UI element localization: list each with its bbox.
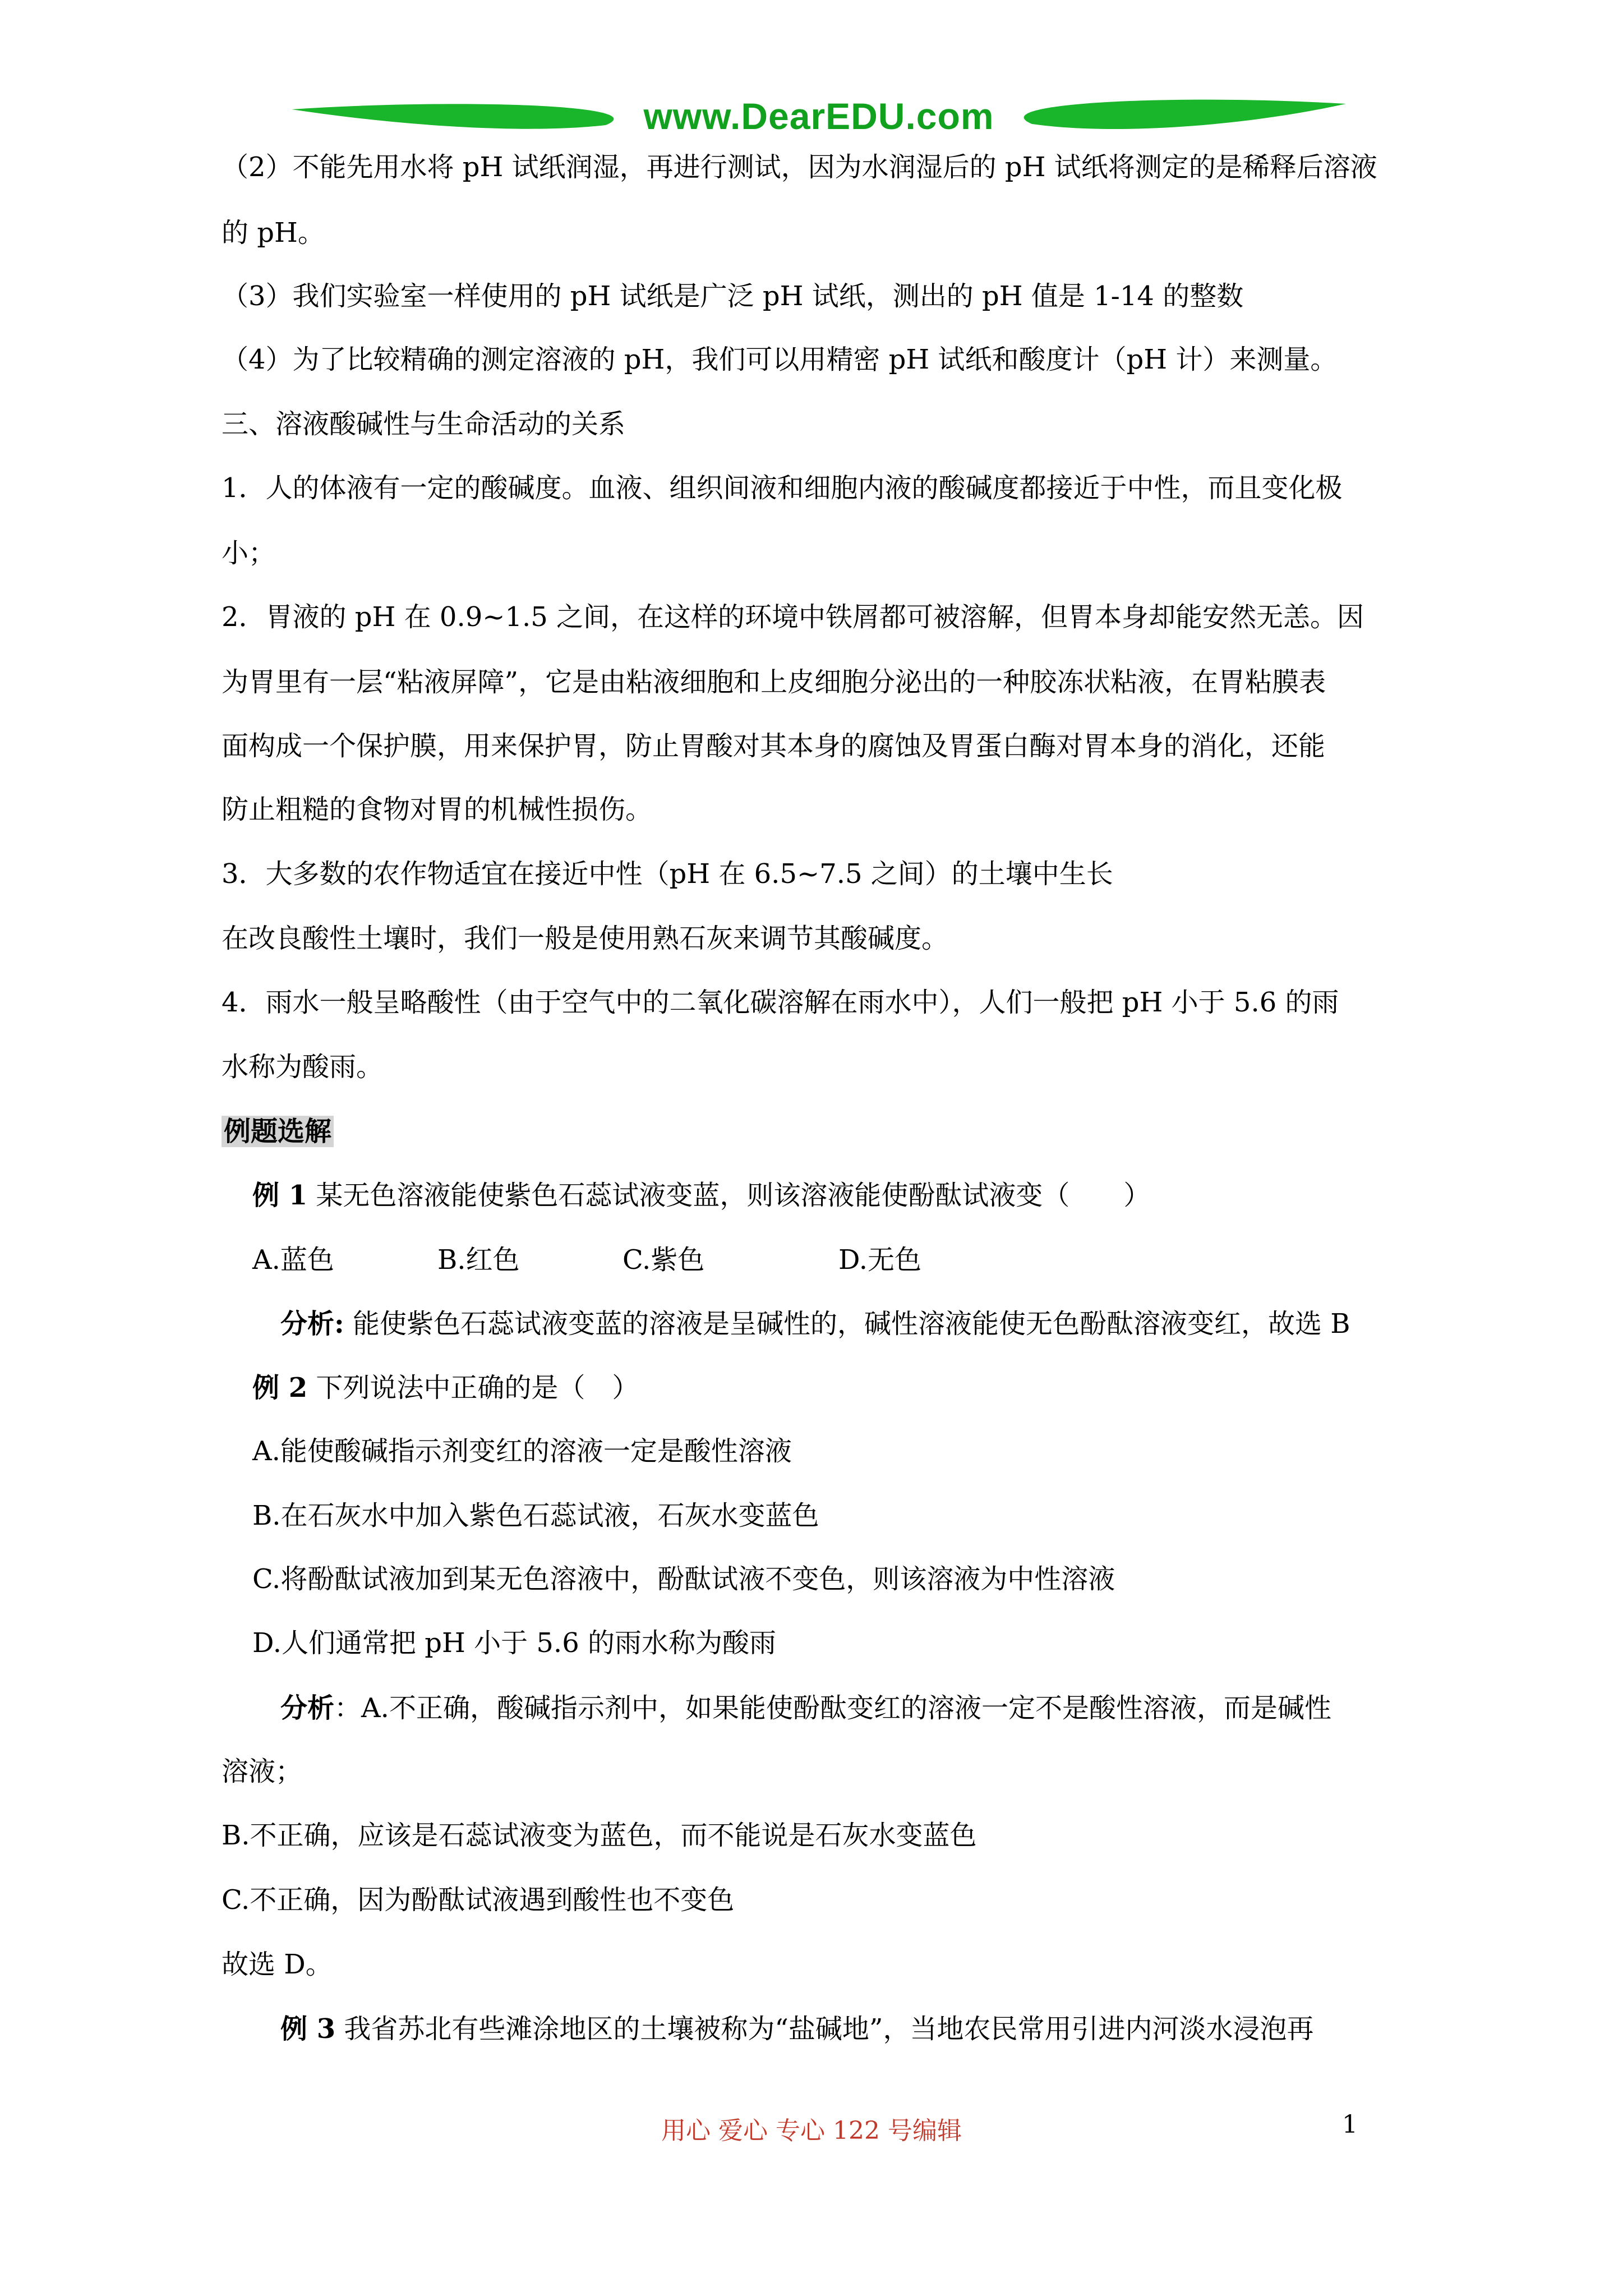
example-2-analysis-text: ：A.不正确，酸碱指示剂中，如果能使酚酞变红的溶液一定不是酸性溶液，而是碱性 [334, 1692, 1331, 1724]
text-line: B.不正确，应该是石蕊试液变为蓝色，而不能说是石灰水变蓝色 [222, 1820, 977, 1851]
text-line: 的 pH。 [222, 217, 325, 249]
site-name: www.DearEDU.com [643, 95, 994, 137]
text-line: （2）不能先用水将 pH 试纸润湿，再进行测试，因为水润湿后的 pH 试纸将测定的是稀释后溶液 [222, 151, 1377, 183]
example-2-option-b: B.在石灰水中加入紫色石蕊试液，石灰水变蓝色 [252, 1500, 819, 1531]
text-line: 在改良酸性土壤时，我们一般是使用熟石灰来调节其酸碱度。 [222, 923, 949, 954]
example-1-analysis-text: 能使紫色石蕊试液变蓝的溶液是呈碱性的，碱性溶液能使无色酚酞溶液变红，故选 B [344, 1308, 1350, 1340]
text-line: 面构成一个保护膜，用来保护胃，防止胃酸对其本身的腐蚀及胃蛋白酶对胃本身的消化，还能 [222, 730, 1326, 762]
text-line: C.不正确，因为酚酞试液遇到酸性也不变色 [222, 1884, 735, 1916]
section-title [222, 1115, 334, 1148]
text-line: 4．雨水一般呈略酸性（由于空气中的二氧化碳溶解在雨水中），人们一般把 pH 小于 5.6 的雨 [222, 987, 1339, 1018]
example-2-option-c: C.将酚酞试液加到某无色溶液中，酚酞试液不变色，则该溶液为中性溶液 [252, 1563, 1115, 1595]
footer-text: 用心 爱心 专心 122 号编辑 [661, 2116, 962, 2145]
text-line: 水称为酸雨。 [222, 1051, 384, 1083]
text-line: 防止粗糙的食物对胃的机械性损伤。 [222, 794, 653, 825]
text-line: 1．人的体液有一定的酸碱度。血液、组织间液和细胞内液的酸碱度都接近于中性，而且变化极 [222, 472, 1343, 504]
example-2-option-d: D.人们通常把 pH 小于 5.6 的雨水称为酸雨 [252, 1627, 776, 1659]
example-1-text: 某无色溶液能使紫色石蕊试液变蓝，则该溶液能使酚酞试液变（ ） [307, 1180, 1151, 1211]
example-1-option-c: C.紫色 [623, 1244, 705, 1276]
example-3-label: 例 3 [280, 2013, 336, 2045]
page-number: 1 [1342, 2110, 1358, 2139]
text-line: （4）为了比较精确的测定溶液的 pH，我们可以用精密 pH 试纸和酸度计（pH 计）来测量。 [222, 344, 1338, 375]
example-2-text: 下列说法中正确的是（ ） [307, 1372, 639, 1404]
example-1-analysis-label: 分析: [280, 1308, 344, 1340]
text-line: （3）我们实验室一样使用的 pH 试纸是广泛 pH 试纸，测出的 pH 值是 1-14 的整数 [222, 280, 1244, 312]
example-1-question [252, 1179, 1150, 1212]
text-line: 小； [222, 537, 276, 569]
text-line: 故选 D。 [222, 1949, 333, 1980]
example-2-question [252, 1371, 639, 1405]
example-1-label: 例 1 [252, 1180, 308, 1211]
example-2-analysis [280, 1691, 1331, 1725]
text-line: 为胃里有一层“粘液屏障”，它是由粘液细胞和上皮细胞分泌出的一种胶冻状粘液，在胃粘膜表 [222, 666, 1326, 698]
header-banner [292, 93, 1346, 143]
example-2-analysis-label: 分析 [280, 1692, 335, 1724]
text-line: 溶液； [222, 1756, 303, 1787]
example-1-option-d: D.无色 [838, 1244, 922, 1276]
text-line: 2．胃液的 pH 在 0.9~1.5 之间，在这样的环境中铁屑都可被溶解，但胃本身却能安然无恙。因 [222, 601, 1364, 633]
example-1-option-a: A.蓝色 [252, 1244, 334, 1276]
section-title-text: 例题选解 [222, 1116, 334, 1147]
example-1-option-b: B.红色 [437, 1244, 520, 1276]
text-line: 3．大多数的农作物适宜在接近中性（pH 在 6.5~7.5 之间）的土壤中生长 [222, 858, 1113, 890]
example-1-analysis [280, 1307, 1350, 1341]
example-3-question [280, 2012, 1313, 2046]
section-heading: 三、溶液酸碱性与生命活动的关系 [222, 408, 626, 440]
example-3-text: 我省苏北有些滩涂地区的土壤被称为“盐碱地”，当地农民常用引进内河淡水浸泡再 [335, 2013, 1314, 2045]
example-2-option-a: A.能使酸碱指示剂变红的溶液一定是酸性溶液 [252, 1435, 792, 1467]
example-2-label: 例 2 [252, 1372, 308, 1404]
